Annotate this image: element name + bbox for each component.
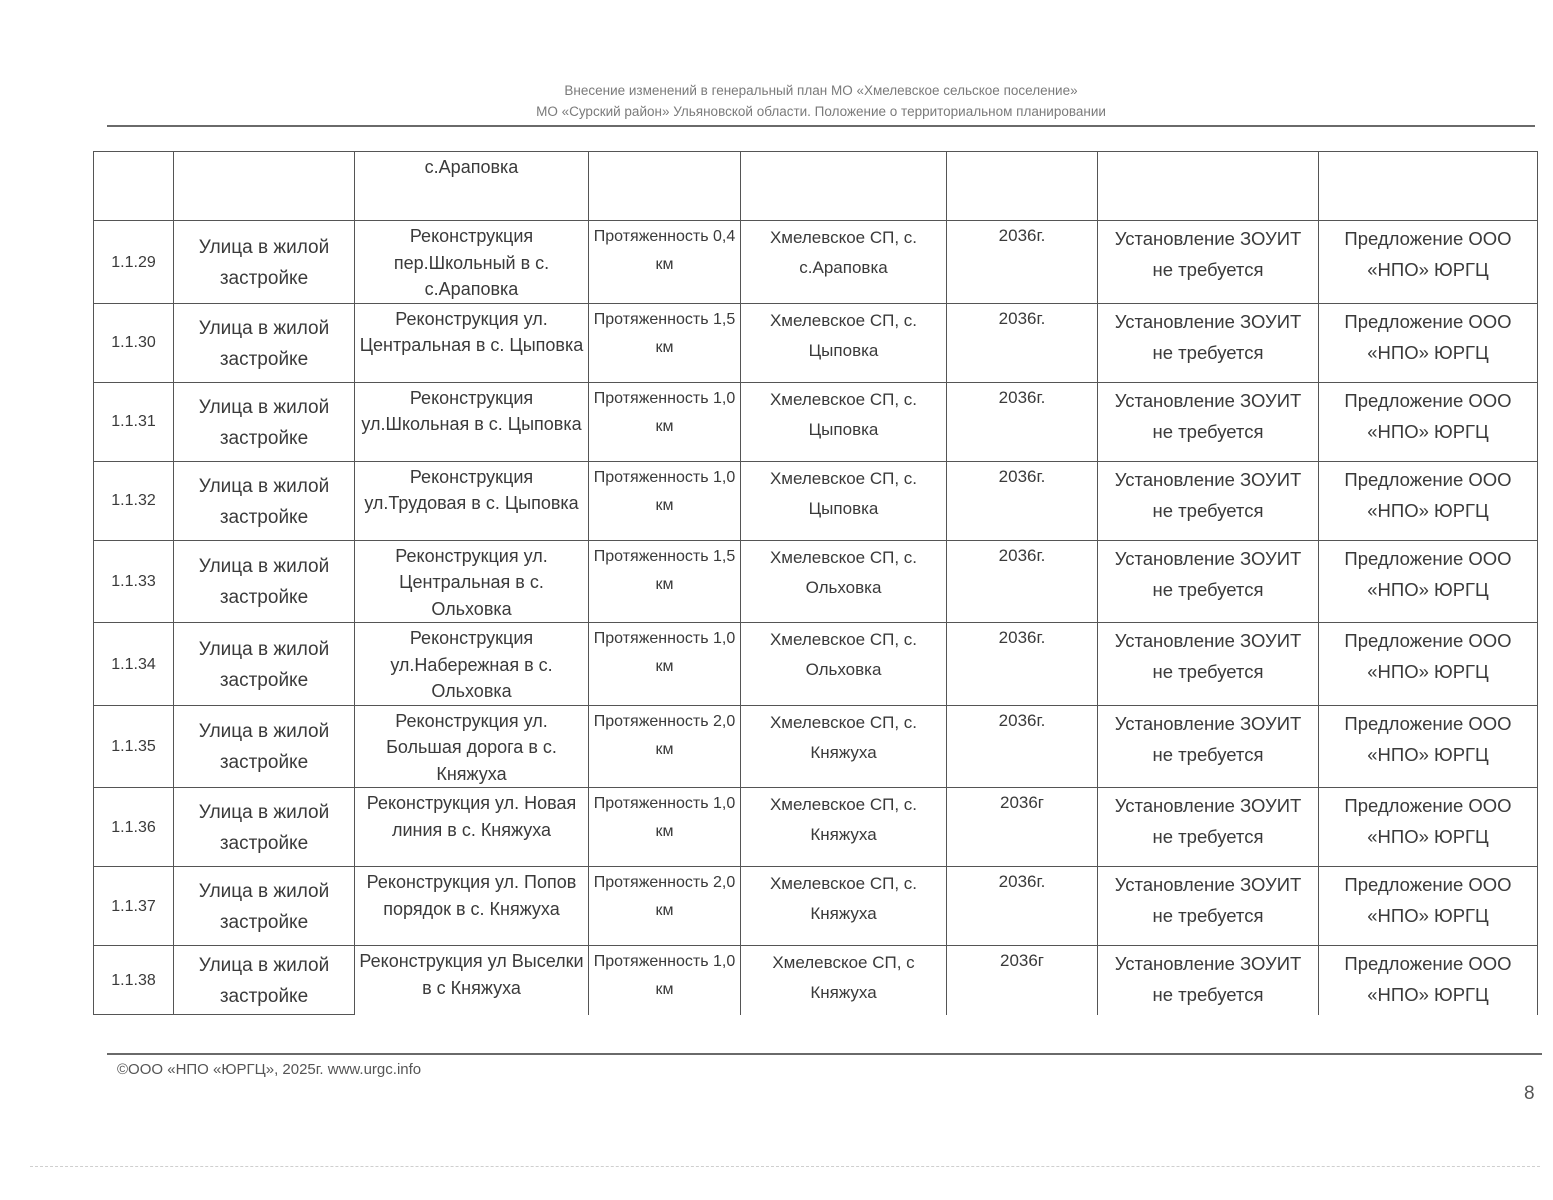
header-line-2: МО «Сурский район» Ульяновской области. Положение о территориальном планировании xyxy=(536,104,1106,119)
cell-year: 2036г. xyxy=(947,382,1098,461)
cell-param: Протяженность 1,0 км xyxy=(589,623,741,706)
cell-source: Предложение ООО «НПО» ЮРГЦ xyxy=(1319,788,1538,867)
cell-year xyxy=(947,152,1098,221)
cell-location: Хмелевское СП, с. Цыповка xyxy=(741,382,947,461)
footer-copyright: ©ООО «НПО «ЮРГЦ», 2025г. www.urgc.info xyxy=(117,1061,422,1078)
header-line-1: Внесение изменений в генеральный план МО «Хмелевское сельское поселение» xyxy=(564,83,1078,98)
header-divider xyxy=(107,125,1535,127)
cell-num: 1.1.36 xyxy=(94,788,174,867)
document-header xyxy=(107,80,1535,122)
cell-year: 2036г. xyxy=(947,623,1098,706)
cell-type: Улица в жилой застройке xyxy=(174,382,355,461)
cell-type: Улица в жилой застройке xyxy=(174,221,355,304)
cell-param: Протяженность 0,4 км xyxy=(589,221,741,304)
cell-zone: Установление ЗОУИТ не требуется xyxy=(1098,303,1319,382)
cell-location: Хмелевское СП, с. Княжуха xyxy=(741,867,947,946)
cell-name: Реконструкция ул. Большая дорога в с. Княжуха xyxy=(355,705,589,788)
cell-zone: Установление ЗОУИТ не требуется xyxy=(1098,946,1319,1015)
cell-name: Реконструкция ул Выселки в с Княжуха xyxy=(355,946,589,1015)
scan-edge-line xyxy=(30,1166,1540,1167)
cell-name: с.Араповка xyxy=(355,152,589,221)
footer-divider xyxy=(107,1053,1542,1055)
cell-param: Протяженность 1,5 км xyxy=(589,303,741,382)
cell-type: Улица в жилой застройке xyxy=(174,867,355,946)
table-row xyxy=(94,867,1538,946)
cell-location xyxy=(741,152,947,221)
table-row xyxy=(94,623,1538,706)
cell-source: Предложение ООО «НПО» ЮРГЦ xyxy=(1319,946,1538,1015)
cell-location: Хмелевское СП, с. Княжуха xyxy=(741,788,947,867)
cell-num: 1.1.38 xyxy=(94,946,174,1015)
table-row xyxy=(94,382,1538,461)
cell-zone: Установление ЗОУИТ не требуется xyxy=(1098,867,1319,946)
cell-location: Хмелевское СП, с. Княжуха xyxy=(741,705,947,788)
cell-year: 2036г. xyxy=(947,540,1098,623)
cell-source: Предложение ООО «НПО» ЮРГЦ xyxy=(1319,540,1538,623)
cell-location: Хмелевское СП, с. Ольховка xyxy=(741,540,947,623)
cell-param: Протяженность 2,0 км xyxy=(589,705,741,788)
cell-zone: Установление ЗОУИТ не требуется xyxy=(1098,382,1319,461)
cell-param: Протяженность 1,5 км xyxy=(589,540,741,623)
cell-source: Предложение ООО «НПО» ЮРГЦ xyxy=(1319,382,1538,461)
cell-param xyxy=(589,152,741,221)
cell-name: Реконструкция ул. Попов порядок в с. Княжуха xyxy=(355,867,589,946)
cell-zone: Установление ЗОУИТ не требуется xyxy=(1098,461,1319,540)
cell-year: 2036г. xyxy=(947,867,1098,946)
cell-num: 1.1.30 xyxy=(94,303,174,382)
cell-zone: Установление ЗОУИТ не требуется xyxy=(1098,788,1319,867)
cell-type: Улица в жилой застройке xyxy=(174,788,355,867)
cell-year: 2036г xyxy=(947,946,1098,1015)
cell-location: Хмелевское СП, с. Ольховка xyxy=(741,623,947,706)
cell-num: 1.1.33 xyxy=(94,540,174,623)
cell-location: Хмелевское СП, с. Цыповка xyxy=(741,461,947,540)
cell-name: Реконструкция ул. Новая линия в с. Княжуха xyxy=(355,788,589,867)
cell-zone: Установление ЗОУИТ не требуется xyxy=(1098,540,1319,623)
cell-param: Протяженность 1,0 км xyxy=(589,946,741,1015)
table-row xyxy=(94,540,1538,623)
cell-param: Протяженность 1,0 км xyxy=(589,788,741,867)
cell-type: Улица в жилой застройке xyxy=(174,540,355,623)
table-row xyxy=(94,461,1538,540)
cell-location: Хмелевское СП, с. Цыповка xyxy=(741,303,947,382)
cell-source: Предложение ООО «НПО» ЮРГЦ xyxy=(1319,461,1538,540)
cell-name: Реконструкция ул.Набережная в с. Ольховка xyxy=(355,623,589,706)
cell-num: 1.1.37 xyxy=(94,867,174,946)
cell-num: 1.1.34 xyxy=(94,623,174,706)
cell-num xyxy=(94,152,174,221)
table-row xyxy=(94,788,1538,867)
cell-source: Предложение ООО «НПО» ЮРГЦ xyxy=(1319,623,1538,706)
cell-source: Предложение ООО «НПО» ЮРГЦ xyxy=(1319,303,1538,382)
cell-type: Улица в жилой застройке xyxy=(174,623,355,706)
table-row xyxy=(94,705,1538,788)
cell-zone: Установление ЗОУИТ не требуется xyxy=(1098,623,1319,706)
planning-table xyxy=(93,151,1538,1015)
cell-param: Протяженность 2,0 км xyxy=(589,867,741,946)
cell-location: Хмелевское СП, с Княжуха xyxy=(741,946,947,1015)
cell-source: Предложение ООО «НПО» ЮРГЦ xyxy=(1319,867,1538,946)
table-row xyxy=(94,946,1538,1015)
cell-year: 2036г. xyxy=(947,303,1098,382)
cell-name: Реконструкция ул. Центральная в с. Ольховка xyxy=(355,540,589,623)
cell-year: 2036г xyxy=(947,788,1098,867)
cell-source: Предложение ООО «НПО» ЮРГЦ xyxy=(1319,221,1538,304)
cell-type: Улица в жилой застройке xyxy=(174,303,355,382)
cell-zone: Установление ЗОУИТ не требуется xyxy=(1098,705,1319,788)
cell-num: 1.1.29 xyxy=(94,221,174,304)
cell-param: Протяженность 1,0 км xyxy=(589,461,741,540)
cell-name: Реконструкция ул.Школьная в с. Цыповка xyxy=(355,382,589,461)
cell-zone xyxy=(1098,152,1319,221)
cell-zone: Установление ЗОУИТ не требуется xyxy=(1098,221,1319,304)
cell-year: 2036г. xyxy=(947,705,1098,788)
cell-num: 1.1.35 xyxy=(94,705,174,788)
page-number: 8 xyxy=(1524,1083,1535,1104)
cell-type: Улица в жилой застройке xyxy=(174,461,355,540)
cell-type: Улица в жилой застройке xyxy=(174,705,355,788)
table-row xyxy=(94,303,1538,382)
table-row xyxy=(94,221,1538,304)
cell-type: Улица в жилой застройке xyxy=(174,946,355,1015)
table-row-continuation xyxy=(94,152,1538,221)
cell-name: Реконструкция ул. Центральная в с. Цыповка xyxy=(355,303,589,382)
cell-name: Реконструкция ул.Трудовая в с. Цыповка xyxy=(355,461,589,540)
cell-year: 2036г. xyxy=(947,461,1098,540)
cell-name: Реконструкция пер.Школьный в с. с.Араповка xyxy=(355,221,589,304)
cell-num: 1.1.31 xyxy=(94,382,174,461)
cell-source xyxy=(1319,152,1538,221)
cell-type xyxy=(174,152,355,221)
cell-num: 1.1.32 xyxy=(94,461,174,540)
cell-param: Протяженность 1,0 км xyxy=(589,382,741,461)
cell-year: 2036г. xyxy=(947,221,1098,304)
cell-source: Предложение ООО «НПО» ЮРГЦ xyxy=(1319,705,1538,788)
cell-location: Хмелевское СП, с. с.Араповка xyxy=(741,221,947,304)
